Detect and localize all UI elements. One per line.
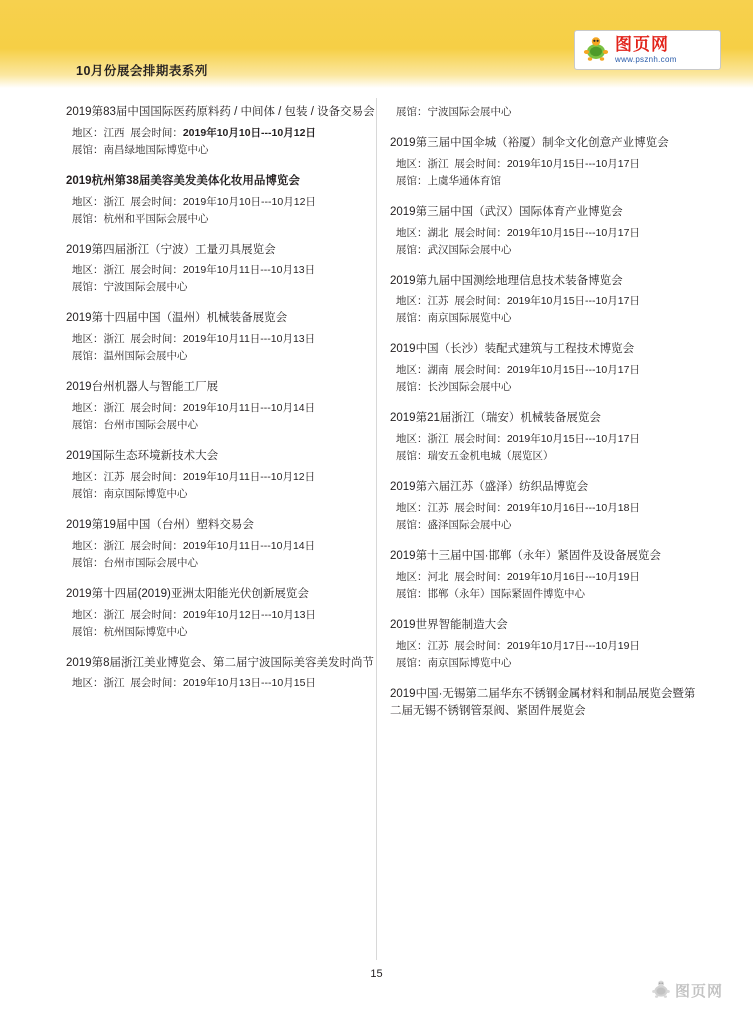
exhibition-title: 2019第19届中国（台州）塑料交易会	[66, 518, 254, 531]
time-label: 展会时间：	[454, 295, 507, 308]
region-value: 浙江	[103, 264, 125, 277]
exhibition-venue	[66, 279, 376, 296]
exhibition-meta	[390, 638, 700, 655]
venue-value: 邯郸（永年）国际紧固件博览中心	[427, 587, 585, 600]
exhibition-entry	[66, 448, 376, 503]
region-value: 浙江	[103, 539, 125, 552]
venue-label: 展馆：	[72, 419, 104, 432]
exhibition-entry	[66, 655, 376, 693]
exhibition-meta	[390, 431, 700, 448]
exhibition-title: 2019第十四届中国（温州）机械装备展览会	[66, 312, 288, 325]
region-label: 地区：	[396, 157, 428, 170]
exhibition-entry	[66, 379, 376, 434]
exhibition-entry	[390, 617, 700, 672]
venue-label: 展馆：	[72, 212, 104, 225]
exhibition-entry	[390, 479, 700, 534]
venue-value: 武汉国际会展中心	[427, 243, 512, 256]
page-title: 10月份展会排期表系列	[76, 64, 208, 78]
exhibition-entry	[66, 104, 376, 159]
exhibition-title: 2019第21届浙江（瑞安）机械装备展览会	[390, 412, 601, 425]
region-label: 地区：	[72, 333, 104, 346]
exhibition-meta	[390, 500, 700, 517]
column-divider	[376, 98, 377, 960]
region-label: 地区：	[72, 539, 104, 552]
exhibition-meta	[66, 607, 376, 624]
exhibition-meta	[66, 125, 376, 142]
exhibition-venue	[66, 142, 376, 159]
exhibition-venue	[66, 348, 376, 365]
time-value: 2019年10月15日---10月17日	[506, 433, 640, 446]
time-label: 展会时间：	[454, 639, 507, 652]
time-label: 展会时间：	[454, 433, 507, 446]
logo-url: www.psznh.com	[615, 55, 677, 64]
venue-value: 盛泽国际会展中心	[427, 518, 512, 531]
venue-label: 展馆：	[396, 243, 428, 256]
exhibition-venue	[390, 586, 700, 603]
region-value: 江西	[103, 126, 125, 139]
exhibition-meta	[390, 569, 700, 586]
exhibition-title: 2019第六届江苏（盛泽）纺织品博览会	[390, 481, 589, 494]
region-value: 浙江	[427, 433, 449, 446]
logo-text-group	[615, 36, 677, 64]
region-label: 地区：	[72, 677, 104, 690]
exhibition-title: 2019第三届中国伞城（裕厦）制伞文化创意产业博览会	[390, 137, 669, 149]
exhibition-meta	[66, 469, 376, 486]
region-label: 地区：	[396, 295, 428, 308]
exhibition-title: 2019第十三届中国·邯郸（永年）紧固件及设备展览会	[390, 549, 661, 562]
venue-value: 上虞华通体育馆	[427, 174, 501, 187]
exhibition-entry	[66, 310, 376, 365]
time-label: 展会时间：	[130, 470, 183, 483]
time-label: 展会时间：	[130, 402, 183, 415]
time-value: 2019年10月11日---10月13日	[182, 264, 316, 277]
venue-value: 南京国际博览中心	[427, 656, 512, 669]
time-value: 2019年10月15日---10月17日	[506, 226, 640, 239]
venue-value: 台州市国际会展中心	[103, 419, 198, 432]
exhibition-venue	[66, 624, 376, 641]
region-value: 湖北	[427, 226, 449, 239]
time-value: 2019年10月17日---10月19日	[506, 639, 640, 652]
exhibition-entry	[66, 586, 376, 641]
logo-name: 图页网	[615, 35, 669, 54]
time-value: 2019年10月13日---10月15日	[182, 677, 316, 690]
exhibition-title: 2019第83届中国国际医药原料药 / 中间体 / 包装 / 设备交易会	[66, 106, 375, 118]
time-value: 2019年10月11日---10月13日	[182, 333, 316, 346]
region-value: 湖南	[427, 364, 449, 377]
region-value: 浙江	[103, 333, 125, 346]
exhibition-entry	[390, 548, 700, 603]
region-label: 地区：	[72, 195, 104, 208]
time-label: 展会时间：	[454, 226, 507, 239]
exhibition-entry	[390, 135, 700, 190]
exhibition-title: 2019第九届中国测绘地理信息技术装备博览会	[390, 274, 623, 287]
time-label: 展会时间：	[130, 195, 183, 208]
region-label: 地区：	[72, 470, 104, 483]
region-label: 地区：	[396, 226, 428, 239]
exhibition-venue	[390, 104, 700, 121]
page-header-band	[0, 0, 753, 88]
venue-label: 展馆：	[396, 450, 428, 463]
site-logo	[574, 30, 721, 70]
footer-watermark-text: 图页网	[674, 982, 723, 1000]
region-value: 浙江	[103, 677, 125, 690]
exhibition-venue	[66, 417, 376, 434]
time-label: 展会时间：	[454, 364, 507, 377]
time-value: 2019年10月10日---10月12日	[182, 126, 316, 139]
exhibition-entry-continued	[390, 104, 700, 121]
exhibition-entry	[390, 204, 700, 259]
exhibition-venue	[66, 555, 376, 572]
venue-label: 展馆：	[396, 312, 428, 325]
exhibition-venue	[390, 173, 700, 190]
exhibition-title: 2019世界智能制造大会	[390, 618, 508, 631]
venue-value: 杭州国际博览中心	[103, 625, 188, 638]
venue-label: 展馆：	[72, 143, 104, 156]
time-label: 展会时间：	[130, 264, 183, 277]
exhibition-title: 2019第四届浙江（宁波）工量刃具展览会	[66, 243, 276, 256]
venue-value: 宁波国际会展中心	[427, 106, 512, 118]
region-value: 浙江	[103, 402, 125, 415]
turtle-logo-icon	[650, 979, 672, 1001]
region-value: 江苏	[427, 639, 449, 652]
venue-value: 南京国际博览中心	[103, 487, 188, 500]
time-label: 展会时间：	[130, 608, 183, 621]
right-column	[390, 104, 700, 735]
region-label: 地区：	[72, 608, 104, 621]
time-value: 2019年10月16日---10月19日	[506, 570, 640, 583]
region-label: 地区：	[396, 501, 428, 514]
venue-label: 展馆：	[396, 518, 428, 531]
region-label: 地区：	[396, 364, 428, 377]
venue-label: 展馆：	[396, 106, 428, 118]
region-value: 浙江	[427, 157, 449, 170]
region-label: 地区：	[396, 639, 428, 652]
exhibition-title: 2019国际生态环境新技术大会	[66, 450, 219, 463]
exhibition-venue	[66, 486, 376, 503]
venue-value: 温州国际会展中心	[103, 350, 188, 363]
exhibition-entry	[66, 173, 376, 228]
region-label: 地区：	[72, 264, 104, 277]
time-value: 2019年10月10日---10月12日	[182, 195, 316, 208]
exhibition-title: 2019台州机器人与智能工厂展	[66, 381, 219, 394]
page-header-inner	[0, 0, 753, 88]
region-label: 地区：	[396, 570, 428, 583]
venue-value: 南昌绿地国际博览中心	[103, 143, 209, 156]
exhibition-entry	[390, 686, 700, 722]
exhibition-meta	[390, 362, 700, 379]
left-column	[66, 104, 376, 706]
time-value: 2019年10月11日---10月14日	[182, 402, 316, 415]
venue-label: 展馆：	[72, 625, 104, 638]
exhibition-title: 2019中国（长沙）装配式建筑与工程技术博览会	[390, 343, 635, 356]
exhibition-venue	[390, 517, 700, 534]
exhibition-meta	[66, 400, 376, 417]
time-label: 展会时间：	[454, 501, 507, 514]
region-value: 江苏	[427, 501, 449, 514]
exhibition-title: 2019杭州第38届美容美发美体化妆用品博览会	[66, 174, 300, 187]
venue-label: 展馆：	[396, 656, 428, 669]
exhibition-entry	[390, 341, 700, 396]
venue-value: 台州市国际会展中心	[103, 556, 198, 569]
time-label: 展会时间：	[454, 157, 507, 170]
venue-label: 展馆：	[72, 281, 104, 294]
exhibition-venue	[390, 379, 700, 396]
exhibition-meta	[66, 331, 376, 348]
time-label: 展会时间：	[130, 539, 183, 552]
venue-value: 瑞安五金机电城（展览区）	[427, 450, 554, 463]
region-value: 江苏	[103, 470, 125, 483]
exhibition-meta	[66, 675, 376, 692]
venue-value: 南京国际展览中心	[427, 312, 512, 325]
venue-value: 长沙国际会展中心	[427, 381, 512, 394]
venue-label: 展馆：	[72, 556, 104, 569]
exhibition-entry	[390, 273, 700, 328]
region-label: 地区：	[396, 433, 428, 446]
page-number: 15	[370, 968, 383, 980]
venue-value: 宁波国际会展中心	[103, 281, 188, 294]
exhibition-venue	[66, 211, 376, 228]
time-label: 展会时间：	[454, 570, 507, 583]
venue-label: 展馆：	[396, 174, 428, 187]
exhibition-entry	[66, 517, 376, 572]
exhibition-title: 2019第三届中国（武汉）国际体育产业博览会	[390, 205, 623, 218]
exhibition-meta	[66, 194, 376, 211]
exhibition-meta	[390, 225, 700, 242]
time-value: 2019年10月16日---10月18日	[506, 501, 640, 514]
time-value: 2019年10月15日---10月17日	[506, 295, 640, 308]
time-value: 2019年10月12日---10月13日	[182, 608, 316, 621]
exhibition-meta	[390, 156, 700, 173]
region-label: 地区：	[72, 126, 104, 139]
time-label: 展会时间：	[130, 126, 183, 139]
exhibition-meta	[66, 262, 376, 279]
exhibition-venue	[390, 242, 700, 259]
region-value: 浙江	[103, 195, 125, 208]
region-value: 江苏	[427, 295, 449, 308]
turtle-logo-icon	[581, 35, 611, 65]
time-value: 2019年10月11日---10月14日	[182, 539, 316, 552]
time-value: 2019年10月15日---10月17日	[506, 364, 640, 377]
exhibition-title: 2019第十四届(2019)亚洲太阳能光伏创新展览会	[66, 587, 309, 600]
exhibition-entry	[390, 410, 700, 465]
venue-label: 展馆：	[396, 381, 428, 394]
exhibition-meta	[390, 293, 700, 310]
venue-label: 展馆：	[72, 350, 104, 363]
exhibition-meta	[66, 538, 376, 555]
exhibition-title: 2019中国·无锡第二届华东不锈钢金属材料和制品展览会暨第二届无锡不锈钢管泵阀、紧固件展览会	[390, 687, 696, 718]
exhibition-title: 2019第8届浙江美业博览会、第二届宁波国际美容美发时尚节	[66, 656, 374, 669]
region-value: 浙江	[103, 608, 125, 621]
exhibition-entry	[66, 242, 376, 297]
exhibition-venue	[390, 448, 700, 465]
footer-watermark	[650, 979, 723, 1001]
venue-label: 展馆：	[396, 587, 428, 600]
time-label: 展会时间：	[130, 333, 183, 346]
venue-value: 杭州和平国际会展中心	[103, 212, 209, 225]
exhibition-venue	[390, 655, 700, 672]
exhibition-venue	[390, 310, 700, 327]
time-value: 2019年10月15日---10月17日	[506, 157, 640, 170]
time-value: 2019年10月11日---10月12日	[182, 470, 316, 483]
region-label: 地区：	[72, 402, 104, 415]
venue-label: 展馆：	[72, 487, 104, 500]
region-value: 河北	[427, 570, 449, 583]
time-label: 展会时间：	[130, 677, 183, 690]
